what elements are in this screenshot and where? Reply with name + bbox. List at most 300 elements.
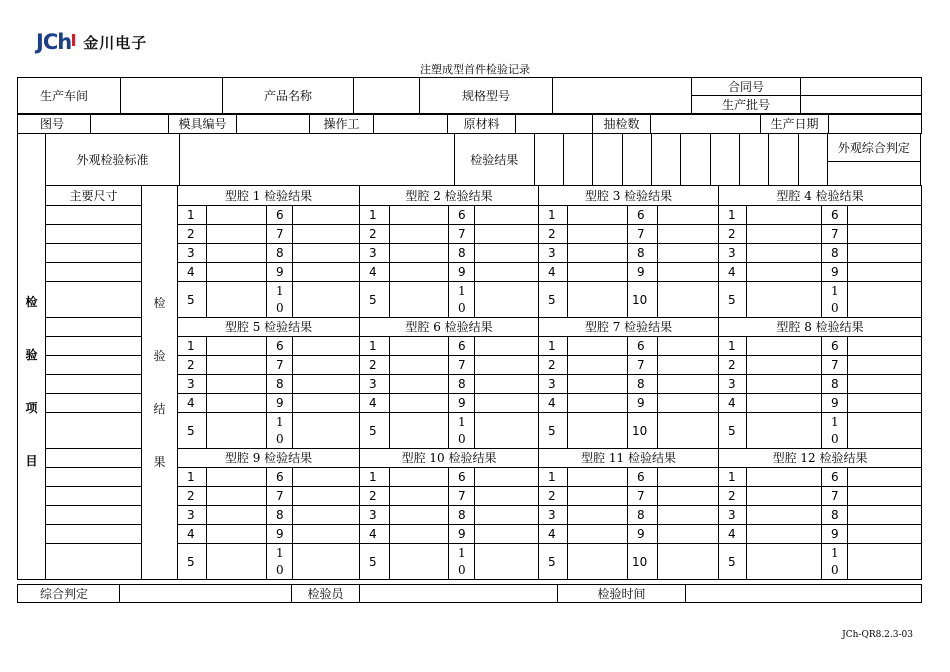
cavity-9-value-3[interactable] [207, 506, 267, 525]
cavity-9-value-8[interactable] [293, 506, 360, 525]
cavity-8-value-8[interactable] [848, 375, 922, 394]
inspection-time-label: 检验时间 [558, 585, 686, 603]
cavity-8-header: 型腔 8 检验结果 [719, 318, 922, 337]
cavity-10-value-4[interactable] [390, 525, 449, 544]
drawing-no-value[interactable] [91, 115, 169, 134]
cavity-4-num-3: 3 [719, 244, 747, 263]
cavity-8-num-4: 4 [719, 394, 747, 413]
cavity-1-num-1: 1 [178, 206, 207, 225]
cavity-9-num-1: 1 [178, 468, 207, 487]
cavity-3-value-6[interactable] [658, 206, 719, 225]
cavity-10-value-8[interactable] [475, 506, 539, 525]
dimension-cell[interactable] [46, 206, 142, 225]
product-name-value[interactable] [354, 78, 420, 114]
cavity-7-num-3: 3 [539, 375, 568, 394]
dimension-cell[interactable] [46, 337, 142, 356]
cavity-4-value-6[interactable] [848, 206, 922, 225]
cavity-9-num-5: 5 [178, 544, 207, 580]
cavity-11-num-7: 7 [628, 487, 658, 506]
cavity-5-value-2[interactable] [207, 356, 267, 375]
cavity-6-value-9[interactable] [475, 394, 539, 413]
contract-no-label: 合同号 [692, 78, 801, 96]
cavity-2-value-8[interactable] [475, 244, 539, 263]
dimension-cell[interactable] [46, 356, 142, 375]
cavity-6-num-3: 3 [360, 375, 390, 394]
appearance-standard-label: 外观检验标准 [46, 134, 179, 186]
cavity-6-value-5[interactable] [390, 413, 449, 449]
product-name-label: 产品名称 [223, 78, 354, 114]
dimension-cell[interactable] [46, 394, 142, 413]
cavity-10-value-5[interactable] [390, 544, 449, 580]
cavity-6-value-8[interactable] [475, 375, 539, 394]
cavity-7-num-8: 8 [628, 375, 658, 394]
cavity-4-value-8[interactable] [848, 244, 922, 263]
dimension-cell[interactable] [46, 544, 142, 580]
cavity-3-header: 型腔 3 检验结果 [539, 186, 719, 206]
main-dimension-label: 主要尺寸 [46, 186, 142, 206]
cavity-1-num-6: 6 [267, 206, 293, 225]
cavity-2-value-5[interactable] [390, 282, 449, 318]
cavity-4-num-6: 6 [822, 206, 848, 225]
cavity-11-num-5: 5 [539, 544, 568, 580]
cavity-11-num-8: 8 [628, 506, 658, 525]
cavity-4-num-8: 8 [822, 244, 848, 263]
cavity-9-value-10[interactable] [293, 544, 360, 580]
bottom-table [17, 584, 922, 603]
cavity-12-num-9: 9 [822, 525, 848, 544]
cavity-12-value-5[interactable] [747, 544, 822, 580]
production-date-label: 生产日期 [761, 115, 829, 134]
cavity-10-value-7[interactable] [475, 487, 539, 506]
spec-model-label: 规格型号 [420, 78, 553, 114]
cavity-6-num-1: 1 [360, 337, 390, 356]
cavity-10-header: 型腔 10 检验结果 [360, 449, 539, 468]
cavity-2-num-6: 6 [449, 206, 475, 225]
operator-label: 操作工 [310, 115, 374, 134]
cavity-3-num-1: 1 [539, 206, 568, 225]
cavity-9-value-6[interactable] [293, 468, 360, 487]
dimension-cell[interactable] [46, 263, 142, 282]
document-title: 注塑成型首件检验记录 [420, 63, 530, 76]
sample-qty-value[interactable] [651, 115, 761, 134]
logo-mark: JCh [36, 30, 75, 54]
cavity-6-num-4: 4 [360, 394, 390, 413]
cavity-12-num-2: 2 [719, 487, 747, 506]
appearance-check-4[interactable] [622, 134, 651, 186]
cavity-9-num-8: 8 [267, 506, 293, 525]
inspection-time-value[interactable] [686, 585, 922, 603]
cavity-7-num-2: 2 [539, 356, 568, 375]
cavity-4-value-4[interactable] [747, 263, 822, 282]
cavity-4-value-7[interactable] [848, 225, 922, 244]
cavity-8-num-7: 7 [822, 356, 848, 375]
cavity-3-value-1[interactable] [568, 206, 628, 225]
cavity-2-num-3: 3 [360, 244, 390, 263]
cavity-9-value-9[interactable] [293, 525, 360, 544]
cavity-11-value-5[interactable] [568, 544, 628, 580]
cavity-11-value-9[interactable] [658, 525, 719, 544]
drawing-no-label: 图号 [18, 115, 91, 134]
cavity-1-header: 型腔 1 检验结果 [178, 186, 360, 206]
workshop-label: 生产车间 [18, 78, 121, 114]
cavity-10-num-4: 4 [360, 525, 390, 544]
appearance-check-1[interactable] [534, 134, 563, 186]
cavity-9-value-4[interactable] [207, 525, 267, 544]
cavity-6-num-10: 1 0 [449, 413, 475, 449]
cavity-4-num-4: 4 [719, 263, 747, 282]
appearance-judgment-value[interactable] [827, 162, 920, 186]
cavity-7-num-10: 10 [628, 413, 658, 449]
cavity-1-value-2[interactable] [207, 225, 267, 244]
cavity-3-value-4[interactable] [568, 263, 628, 282]
header-table [17, 77, 922, 114]
cavity-5-num-3: 3 [178, 375, 207, 394]
cavity-2-value-1[interactable] [390, 206, 449, 225]
cavity-10-value-9[interactable] [475, 525, 539, 544]
cavity-10-num-6: 6 [449, 468, 475, 487]
cavity-5-num-9: 9 [267, 394, 293, 413]
cavity-5-num-1: 1 [178, 337, 207, 356]
cavity-1-value-4[interactable] [207, 263, 267, 282]
cavity-4-header: 型腔 4 检验结果 [719, 186, 922, 206]
cavity-1-value-7[interactable] [293, 225, 360, 244]
cavity-2-num-8: 8 [449, 244, 475, 263]
cavity-6-value-10[interactable] [475, 413, 539, 449]
cavity-1-value-1[interactable] [207, 206, 267, 225]
cavity-11-num-2: 2 [539, 487, 568, 506]
cavity-7-value-10[interactable] [658, 413, 719, 449]
cavity-11-num-1: 1 [539, 468, 568, 487]
mold-no-label: 模具编号 [169, 115, 237, 134]
cavity-8-value-2[interactable] [747, 356, 822, 375]
appearance-check-2[interactable] [564, 134, 593, 186]
cavity-12-num-4: 4 [719, 525, 747, 544]
cavity-9-value-1[interactable] [207, 468, 267, 487]
cavity-5-value-10[interactable] [293, 413, 360, 449]
cavity-7-value-9[interactable] [658, 394, 719, 413]
cavity-2-value-9[interactable] [475, 263, 539, 282]
cavity-6-value-7[interactable] [475, 356, 539, 375]
cavity-4-num-5: 5 [719, 282, 747, 318]
cavity-10-value-6[interactable] [475, 468, 539, 487]
cavity-3-num-4: 4 [539, 263, 568, 282]
cavity-12-num-8: 8 [822, 506, 848, 525]
inspection-result-label: 检验结果 [454, 134, 534, 186]
cavity-11-value-2[interactable] [568, 487, 628, 506]
dimension-cell[interactable] [46, 525, 142, 544]
production-date-value[interactable] [829, 115, 922, 134]
cavity-7-header: 型腔 7 检验结果 [539, 318, 719, 337]
cavity-12-header: 型腔 12 检验结果 [719, 449, 922, 468]
cavity-7-value-4[interactable] [568, 394, 628, 413]
cavity-1-value-9[interactable] [293, 263, 360, 282]
cavity-5-num-4: 4 [178, 394, 207, 413]
cavity-12-value-3[interactable] [747, 506, 822, 525]
cavity-5-num-10: 1 0 [267, 413, 293, 449]
cavity-12-value-10[interactable] [848, 544, 922, 580]
cavity-2-num-7: 7 [449, 225, 475, 244]
cavity-6-value-2[interactable] [390, 356, 449, 375]
cavity-11-value-3[interactable] [568, 506, 628, 525]
cavity-1-num-5: 5 [178, 282, 207, 318]
cavity-10-num-9: 9 [449, 525, 475, 544]
appearance-standard-value[interactable] [179, 134, 454, 186]
cavity-6-num-5: 5 [360, 413, 390, 449]
cavity-2-num-5: 5 [360, 282, 390, 318]
cavity-11-value-7[interactable] [658, 487, 719, 506]
cavity-12-num-10: 1 0 [822, 544, 848, 580]
cavity-8-value-3[interactable] [747, 375, 822, 394]
cavity-3-value-9[interactable] [658, 263, 719, 282]
cavity-12-value-4[interactable] [747, 525, 822, 544]
cavity-6-value-6[interactable] [475, 337, 539, 356]
cavity-2-value-4[interactable] [390, 263, 449, 282]
inspection-grid [17, 185, 922, 580]
cavity-8-num-9: 9 [822, 394, 848, 413]
cavity-2-header: 型腔 2 检验结果 [360, 186, 539, 206]
cavity-1-value-6[interactable] [293, 206, 360, 225]
cavity-12-value-1[interactable] [747, 468, 822, 487]
spec-model-value[interactable] [553, 78, 692, 114]
cavity-2-num-1: 1 [360, 206, 390, 225]
cavity-4-num-9: 9 [822, 263, 848, 282]
cavity-4-value-9[interactable] [848, 263, 922, 282]
cavity-8-num-3: 3 [719, 375, 747, 394]
cavity-5-value-3[interactable] [207, 375, 267, 394]
cavity-1-value-3[interactable] [207, 244, 267, 263]
cavity-8-num-5: 5 [719, 413, 747, 449]
cavity-4-value-5[interactable] [747, 282, 822, 318]
cavity-3-num-3: 3 [539, 244, 568, 263]
overall-judgment-value[interactable] [120, 585, 292, 603]
header-row-2 [17, 114, 922, 134]
raw-material-value[interactable] [516, 115, 593, 134]
appearance-check-3[interactable] [593, 134, 622, 186]
cavity-2-value-3[interactable] [390, 244, 449, 263]
cavity-3-num-10: 10 [628, 282, 658, 318]
cavity-8-value-9[interactable] [848, 394, 922, 413]
cavity-4-value-1[interactable] [747, 206, 822, 225]
cavity-5-value-9[interactable] [293, 394, 360, 413]
cavity-1-num-7: 7 [267, 225, 293, 244]
cavity-3-num-6: 6 [628, 206, 658, 225]
appearance-check-5[interactable] [651, 134, 680, 186]
appearance-check-7[interactable] [710, 134, 739, 186]
company-name: 金川电子 [83, 33, 148, 52]
dimension-cell[interactable] [46, 449, 142, 468]
sample-qty-label: 抽检数 [593, 115, 651, 134]
dimension-cell[interactable] [46, 487, 142, 506]
cavity-2-value-2[interactable] [390, 225, 449, 244]
cavity-9-num-3: 3 [178, 506, 207, 525]
cavity-1-value-10[interactable] [293, 282, 360, 318]
cavity-6-value-3[interactable] [390, 375, 449, 394]
batch-no-value[interactable] [801, 96, 922, 114]
cavity-11-value-6[interactable] [658, 468, 719, 487]
cavity-6-num-9: 9 [449, 394, 475, 413]
cavity-3-num-8: 8 [628, 244, 658, 263]
cavity-3-value-8[interactable] [658, 244, 719, 263]
cavity-10-value-1[interactable] [390, 468, 449, 487]
cavity-3-value-7[interactable] [658, 225, 719, 244]
cavity-9-num-9: 9 [267, 525, 293, 544]
dimension-cell[interactable] [46, 413, 142, 449]
company-logo [36, 30, 147, 54]
cavity-2-value-7[interactable] [475, 225, 539, 244]
cavity-5-value-1[interactable] [207, 337, 267, 356]
cavity-10-value-2[interactable] [390, 487, 449, 506]
cavity-6-value-1[interactable] [390, 337, 449, 356]
cavity-3-value-5[interactable] [568, 282, 628, 318]
cavity-5-num-8: 8 [267, 375, 293, 394]
cavity-12-value-2[interactable] [747, 487, 822, 506]
dimension-cell[interactable] [46, 225, 142, 244]
dimension-cell[interactable] [46, 244, 142, 263]
cavity-7-value-5[interactable] [568, 413, 628, 449]
cavity-8-value-7[interactable] [848, 356, 922, 375]
overall-judgment-label: 综合判定 [18, 585, 120, 603]
dimension-cell[interactable] [46, 375, 142, 394]
cavity-11-value-4[interactable] [568, 525, 628, 544]
items-column-top [18, 134, 46, 186]
cavity-12-value-6[interactable] [848, 468, 922, 487]
cavity-6-num-7: 7 [449, 356, 475, 375]
cavity-11-num-10: 10 [628, 544, 658, 580]
cavity-8-num-6: 6 [822, 337, 848, 356]
cavity-12-value-8[interactable] [848, 506, 922, 525]
appearance-check-8[interactable] [739, 134, 768, 186]
cavity-8-value-6[interactable] [848, 337, 922, 356]
cavity-9-value-2[interactable] [207, 487, 267, 506]
cavity-7-num-4: 4 [539, 394, 568, 413]
cavity-9-num-10: 1 0 [267, 544, 293, 580]
cavity-2-num-9: 9 [449, 263, 475, 282]
cavity-11-value-10[interactable] [658, 544, 719, 580]
inspector-label: 检验员 [292, 585, 360, 603]
cavity-9-num-7: 7 [267, 487, 293, 506]
cavity-5-value-8[interactable] [293, 375, 360, 394]
cavity-6-value-4[interactable] [390, 394, 449, 413]
cavity-7-value-8[interactable] [658, 375, 719, 394]
cavity-9-value-7[interactable] [293, 487, 360, 506]
batch-no-label: 生产批号 [692, 96, 801, 114]
cavity-8-value-5[interactable] [747, 413, 822, 449]
cavity-5-value-4[interactable] [207, 394, 267, 413]
cavity-2-num-10: 1 0 [449, 282, 475, 318]
raw-material-label: 原材料 [448, 115, 516, 134]
cavity-5-num-5: 5 [178, 413, 207, 449]
cavity-7-num-1: 1 [539, 337, 568, 356]
cavity-7-value-3[interactable] [568, 375, 628, 394]
cavity-4-num-7: 7 [822, 225, 848, 244]
cavity-2-value-10[interactable] [475, 282, 539, 318]
cavity-4-num-1: 1 [719, 206, 747, 225]
cavity-10-num-1: 1 [360, 468, 390, 487]
cavity-12-value-7[interactable] [848, 487, 922, 506]
dimension-cell[interactable] [46, 468, 142, 487]
dimension-cell[interactable] [46, 318, 142, 337]
cavity-1-value-5[interactable] [207, 282, 267, 318]
appearance-table [17, 133, 921, 186]
cavity-8-num-1: 1 [719, 337, 747, 356]
cavity-3-value-2[interactable] [568, 225, 628, 244]
cavity-1-value-8[interactable] [293, 244, 360, 263]
cavity-7-num-6: 6 [628, 337, 658, 356]
cavity-12-value-9[interactable] [848, 525, 922, 544]
inspection-results-label: 检 验 结 果 [142, 186, 178, 580]
cavity-8-num-10: 1 0 [822, 413, 848, 449]
cavity-11-value-8[interactable] [658, 506, 719, 525]
cavity-4-value-2[interactable] [747, 225, 822, 244]
dimension-cell[interactable] [46, 506, 142, 525]
cavity-7-value-7[interactable] [658, 356, 719, 375]
cavity-1-num-8: 8 [267, 244, 293, 263]
workshop-value[interactable] [121, 78, 223, 114]
cavity-4-value-10[interactable] [848, 282, 922, 318]
cavity-1-num-9: 9 [267, 263, 293, 282]
cavity-5-num-7: 7 [267, 356, 293, 375]
cavity-7-value-1[interactable] [568, 337, 628, 356]
cavity-6-num-6: 6 [449, 337, 475, 356]
cavity-4-num-10: 1 0 [822, 282, 848, 318]
cavity-5-value-7[interactable] [293, 356, 360, 375]
cavity-3-num-7: 7 [628, 225, 658, 244]
appearance-judgment-label: 外观综合判定 [827, 134, 920, 162]
appearance-check-9[interactable] [769, 134, 798, 186]
operator-value[interactable] [374, 115, 448, 134]
cavity-11-value-1[interactable] [568, 468, 628, 487]
cavity-6-header: 型腔 6 检验结果 [360, 318, 539, 337]
cavity-5-value-5[interactable] [207, 413, 267, 449]
cavity-3-value-10[interactable] [658, 282, 719, 318]
cavity-8-value-1[interactable] [747, 337, 822, 356]
cavity-10-value-3[interactable] [390, 506, 449, 525]
cavity-5-value-6[interactable] [293, 337, 360, 356]
mold-no-value[interactable] [237, 115, 310, 134]
cavity-11-num-4: 4 [539, 525, 568, 544]
cavity-3-num-9: 9 [628, 263, 658, 282]
cavity-5-num-2: 2 [178, 356, 207, 375]
appearance-check-10[interactable] [798, 134, 827, 186]
cavity-10-value-10[interactable] [475, 544, 539, 580]
cavity-10-num-3: 3 [360, 506, 390, 525]
dimension-cell[interactable] [46, 282, 142, 318]
inspector-value[interactable] [360, 585, 558, 603]
cavity-7-value-2[interactable] [568, 356, 628, 375]
cavity-7-value-6[interactable] [658, 337, 719, 356]
cavity-8-value-4[interactable] [747, 394, 822, 413]
contract-no-value[interactable] [801, 78, 922, 96]
cavity-12-num-1: 1 [719, 468, 747, 487]
cavity-7-num-5: 5 [539, 413, 568, 449]
cavity-11-num-6: 6 [628, 468, 658, 487]
cavity-1-num-3: 3 [178, 244, 207, 263]
cavity-3-value-3[interactable] [568, 244, 628, 263]
cavity-4-num-2: 2 [719, 225, 747, 244]
cavity-1-num-4: 4 [178, 263, 207, 282]
cavity-2-num-4: 4 [360, 263, 390, 282]
cavity-9-value-5[interactable] [207, 544, 267, 580]
cavity-2-value-6[interactable] [475, 206, 539, 225]
cavity-9-header: 型腔 9 检验结果 [178, 449, 360, 468]
cavity-7-num-9: 9 [628, 394, 658, 413]
cavity-9-num-4: 4 [178, 525, 207, 544]
cavity-4-value-3[interactable] [747, 244, 822, 263]
cavity-8-value-10[interactable] [848, 413, 922, 449]
appearance-check-6[interactable] [681, 134, 710, 186]
cavity-9-num-6: 6 [267, 468, 293, 487]
form-code: JCh-QR8.2.3-03 [842, 630, 913, 640]
